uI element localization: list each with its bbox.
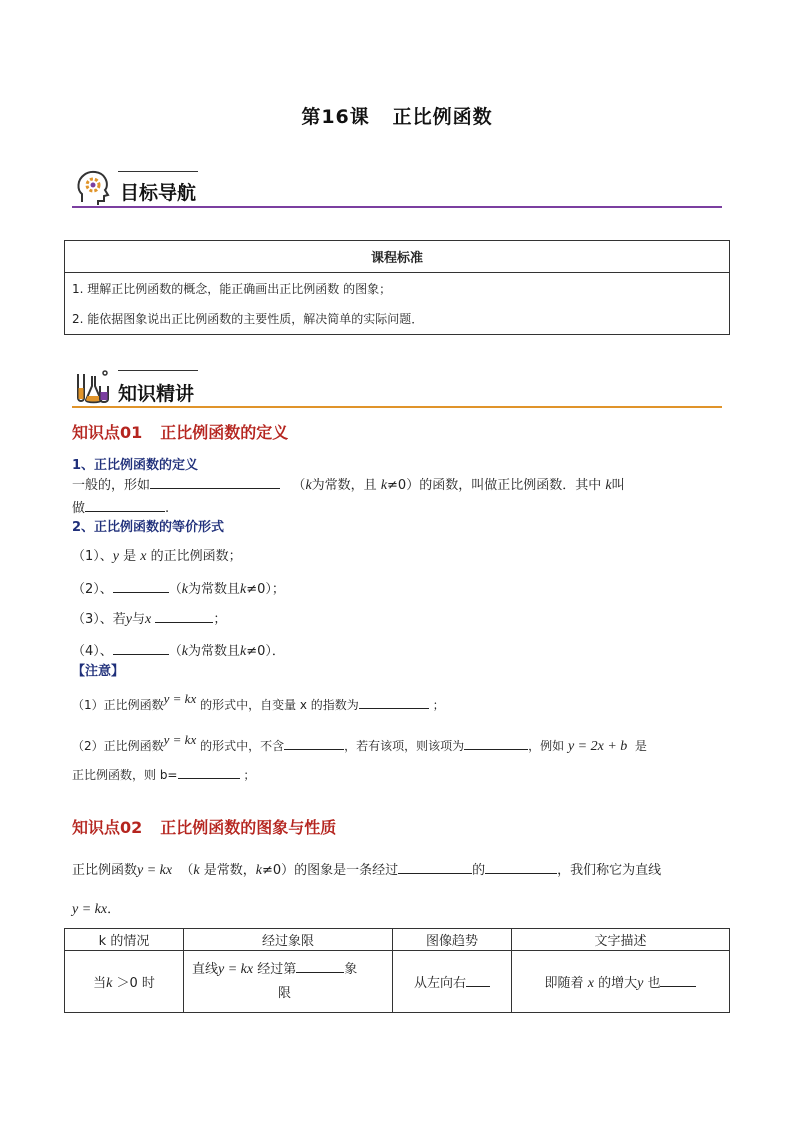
kp2-paragraph-line-2: y = kx．: [72, 902, 121, 917]
kp1-label: 知识点01: [72, 423, 143, 442]
table-cell-k-case: 当k ＞0 时: [65, 951, 184, 1013]
blank-field[interactable]: [485, 861, 557, 874]
blank-field[interactable]: [155, 610, 213, 623]
section-accent-line: [118, 171, 198, 172]
kp1-subheading-equivalent: 2、正比例函数的等价形式: [72, 520, 225, 535]
kp2-name: 正比例函数的图象与性质: [160, 818, 337, 837]
table-header-cell: k 的情况: [65, 929, 184, 951]
blank-field[interactable]: [150, 476, 280, 489]
blank-field[interactable]: [660, 974, 696, 987]
table-header-cell: 经过象限: [184, 929, 393, 951]
page-title: [0, 102, 794, 129]
table-header-cell: 文字描述: [512, 929, 730, 951]
table-cell-description: 即随着 x 的增大y 也: [512, 951, 730, 1013]
definition-line-1: 一般的，形如 （k为常数，且 k≠0）的函数，叫做正比例函数．其中 k叫: [72, 478, 625, 493]
knowledge-point-1-heading: [72, 420, 288, 443]
blank-field[interactable]: [85, 499, 165, 512]
blank-field[interactable]: [178, 766, 240, 779]
standards-header: 课程标准: [65, 241, 730, 273]
blank-field[interactable]: [359, 696, 429, 709]
section-accent-line: [118, 370, 198, 371]
table-row: [65, 951, 730, 1013]
standard-item-2: 2. 能依据图象说出正比例函数的主要性质，解决简单的实际问题．: [72, 311, 424, 326]
flask-icon: [72, 366, 112, 406]
equivalent-form-2: （2）、 （k为常数且k≠0）；: [72, 582, 285, 597]
note-3: 正比例函数，则 b= ；: [72, 768, 256, 782]
blank-field[interactable]: [464, 737, 528, 750]
blank-field[interactable]: [398, 861, 472, 874]
table-cell-quadrants: 直线y = kx 经过第 象 限: [184, 951, 393, 1013]
blank-field[interactable]: [284, 737, 344, 750]
standards-items: [65, 273, 730, 335]
table-header-row: [65, 929, 730, 951]
note-1: （1）正比例函数y = kx 的形式中，自变量 x 的指数为 ；: [72, 691, 445, 712]
note-label: 【注意】: [72, 664, 125, 679]
table-cell-trend: 从左向右: [393, 951, 512, 1013]
note-2: （2）正比例函数y = kx 的形式中，不含 ，若有该项，则该项为 ，例如 y = 2x + b 是: [72, 732, 647, 754]
kp1-name: 正比例函数的定义: [160, 423, 289, 442]
section-rule-orange: [72, 406, 722, 408]
knowledge-point-2-heading: [72, 815, 336, 838]
properties-table: [64, 928, 730, 1013]
blank-field[interactable]: [466, 974, 490, 987]
definition-line-2: 做 .: [72, 501, 170, 516]
lesson-number: 第16课: [301, 106, 370, 128]
standard-item-1: 1. 理解正比例函数的概念，能正确画出正比例函数 的图象；: [72, 281, 392, 296]
kp1-subheading-definition: 1、正比例函数的定义: [72, 458, 199, 473]
blank-field[interactable]: [296, 960, 344, 973]
equivalent-form-4: （4）、 （k为常数且k≠0）．: [72, 644, 285, 659]
standards-table: [64, 240, 730, 335]
kp2-paragraph-line-1: 正比例函数y = kx （k 是常数，k≠0）的图象是一条经过 的 ，我们称它为直线: [72, 863, 662, 878]
equivalent-form-1: （1）、y 是 x 的正比例函数；: [72, 549, 242, 564]
blank-field[interactable]: [113, 642, 169, 655]
blank-field[interactable]: [113, 580, 169, 593]
section-title-knowledge: 知识精讲: [118, 383, 195, 405]
section-rule-purple: [72, 206, 722, 208]
head-gear-icon: [74, 168, 114, 208]
lesson-topic: 正比例函数: [392, 106, 493, 128]
table-header-cell: 图像趋势: [393, 929, 512, 951]
equivalent-form-3: （3）、若y与x ；: [72, 612, 227, 627]
kp2-label: 知识点02: [72, 818, 143, 837]
section-title-goals: 目标导航: [120, 182, 197, 204]
